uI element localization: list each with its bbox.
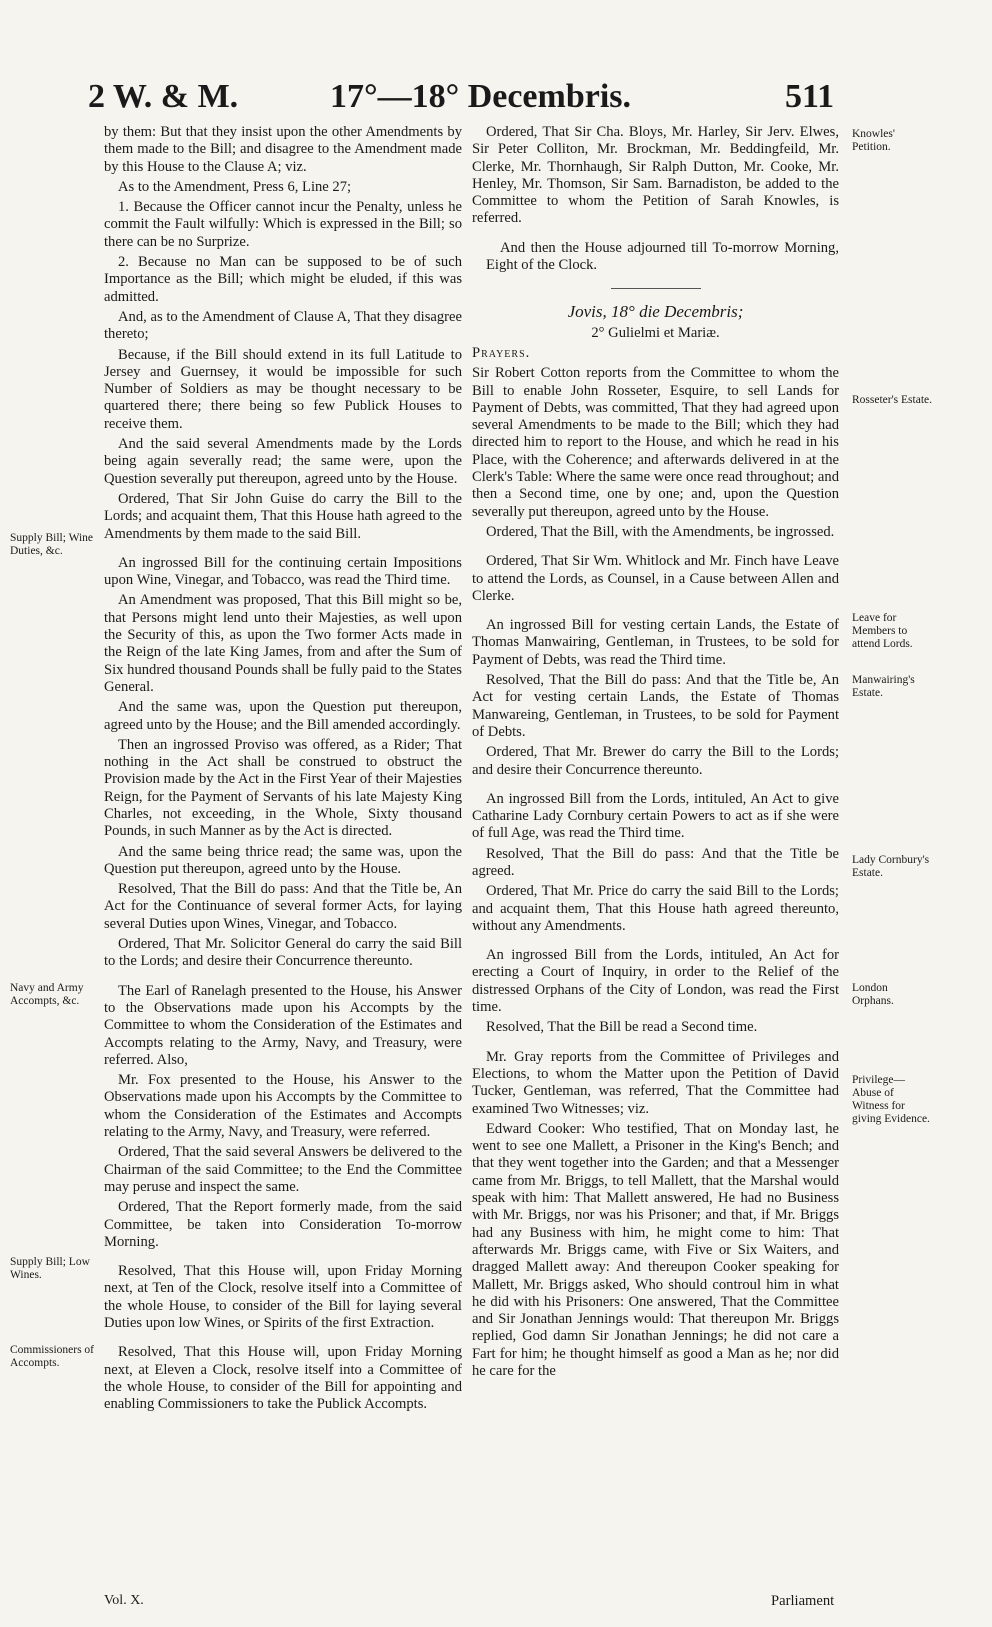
margin-note: Manwairing's Estate. [852, 674, 915, 699]
paragraph: Then an ingrossed Proviso was offered, as a Rider; That nothing in the Act shall be construed to obstruct the Provision made by the Act in the First Year of their Majesties Reign, for the Payment of Servants of his late Majesty King Charles, not exceeding, in the Whole, Sixty thousand Pounds, in such Manner as by the Act is directed. [104, 736, 462, 840]
paragraph: Ordered, That Sir Wm. Whitlock and Mr. Finch have Leave to attend the Lords, as Counsel, in a Cause between Allen and Clerke. [472, 553, 839, 604]
paragraph: And the said several Amendments made by the Lords being again severally read; the same were, upon the Question severally put thereupon, agreed unto by the House. [104, 436, 462, 487]
paragraph: Ordered, That Sir John Guise do carry the Bill to the Lords; and acquaint them, That this House hath agreed to the Amendments by them made to the said Bill. [104, 490, 462, 542]
paragraph: 2. Because no Man can be supposed to be of such Importance as the Bill; which might be eluded, if this was admitted. [104, 254, 462, 305]
paragraph: Resolved, That the Bill do pass: And that the Title be, An Act for the Continuance of several former Acts, for laying several Duties upon Wines, Vinegar, and Tobacco. [104, 881, 462, 932]
margin-note: Knowles' Petition. [852, 128, 895, 153]
paragraph: Resolved, That this House will, upon Friday Morning next, at Ten of the Clock, resolve itself into a Committee of the whole House, to consider of the Bill for laying several Duties upon low Wines, or Spirits of the first Extraction. [104, 1263, 462, 1331]
paragraph: An ingrossed Bill for vesting certain Lands, the Estate of Thomas Manwairing, Gentleman, in Trustees, to be sold for Payment of Debts, was read the Third time. [472, 617, 839, 668]
margin-note: Commissioners of Accompts. [10, 1344, 95, 1369]
margin-note: Supply Bill; Low Wines. [10, 1256, 90, 1281]
paragraph: by them: But that they insist upon the other Amendments by them made to the Bill; and disagree to the Amendment made by this House to the Clause A; viz. [104, 124, 462, 175]
paragraph: Ordered, That Mr. Price do carry the said Bill to the Lords; and acquaint them, That this House hath agreed thereunto, without any Amendments. [472, 883, 839, 934]
paragraph: Resolved, That the Bill do pass: And that the Title be agreed. [472, 845, 839, 879]
paragraph: An ingrossed Bill from the Lords, intituled, An Act to give Catharine Lady Cornbury certain Powers to act as if she were of full Age, was read the Third time. [472, 790, 839, 842]
paragraph: The Earl of Ranelagh presented to the House, his Answer to the Observations made upon his Accompts by the Committee to whom the Consideration of the Estimates and Accompts relating to the Army, Navy, and Treasury, were referred. Also, [104, 982, 462, 1068]
margin-note: Supply Bill; Wine Duties, &c. [10, 532, 94, 557]
paragraph: Sir Robert Cotton reports from the Committee to whom the Bill to enable John Rosseter, Esquire, to sell Lands for Payment of Debts, was committed, That they had agreed upon several Amendments to be made to the Bill; which they had directed him to report to the House, and which he read in his Place, with the Coherence; and afterwards delivered in at the Clerk's Table: Where the same were once read throughout; and then a Second time, one by one; and, upon the Question severally put thereupon, agreed unto by the House. [472, 365, 839, 520]
regnal-subheading: 2° Gulielmi et Mariæ. [591, 324, 720, 341]
regnal-year: 2 W. & M. [88, 78, 239, 115]
paragraph: Ordered, That Mr. Solicitor General do carry the said Bill to the Lords; and desire their Concurrence thereunto. [104, 936, 462, 970]
paragraph: Because, if the Bill should extend in its full Latitude to Jersey and Guernsey, it would be impossible for such Number of Soldiers as may be thought necessary to be quartered there; there being so few Publick Houses to receive them. [104, 346, 462, 432]
paragraph: Resolved, That the Bill do pass: And that the Title be, An Act for vesting certain Lands, the Estate of Thomas Manwareing, Gentleman, in Trustees, to be sold for Payment of Debts. [472, 672, 839, 740]
paragraph: As to the Amendment, Press 6, Line 27; [118, 178, 352, 195]
paragraph: Resolved, That this House will, upon Friday Morning next, at Eleven a Clock, resolve itself into a Committee of the whole House, to consider of the Bill for appointing and enabling Commissioners to take the Publick Accompts. [104, 1344, 462, 1413]
right-column [472, 124, 839, 1383]
left-column [104, 124, 462, 1416]
margin-note: Navy and Army Accompts, &c. [10, 982, 84, 1007]
page-header [0, 78, 992, 126]
paragraph: An ingrossed Bill from the Lords, intituled, An Act for erecting a Court of Inquiry, in order to the Relief of the distressed Orphans of the City of London, was read the First time. [472, 947, 839, 1016]
paragraph: And, as to the Amendment of Clause A, That they disagree thereto; [104, 308, 462, 343]
paragraph: Edward Cooker: Who testified, That on Monday last, he went to see one Mallett, a Prisoner in the King's Bench; and that they went together into the Garden; and that a Messenger came from Mr. Briggs, to tell Mallett, that the Marshal would speak with him: That Mallett answered, He had no Business with Mr. Briggs, nor was his Prisoner; and that, if Mr. Briggs had any Business with him, he might come to him: That afterwards Mr. Briggs came, with Five or Six Waiters, and dragged Mallett away: And thereupon Cooker speaking for Mallett, Mr. Briggs asked, Who should controul him in what he did with his Prisoners: One answered, That the Committee and Sir Jonathan Jennings would: That thereupon Mr. Briggs replied, God damn Sir Jonathan Jennings; he did not care a Fart for him; he thought himself as good a Man as he; nor did he care for the [472, 1120, 839, 1379]
margin-note: Rosseter's Estate. [852, 394, 933, 406]
volume-signature: Vol. X. [104, 1593, 144, 1608]
paragraph: An Amendment was proposed, That this Bill might so be, that Persons might lend unto their Majesties, as well upon the Security of this, as upon the Two former Acts made in the Reign of the late King James, from and after the Sum of Six hundred thousand Pounds shall be fully paid to the States General. [104, 592, 462, 695]
margin-note: Leave for Members to attend Lords. [852, 612, 913, 650]
paragraph: And the same being thrice read; the same was, upon the Question put thereupon, agreed unto by the House. [104, 843, 462, 877]
day-heading: Jovis, 18° die Decembris; [567, 302, 744, 322]
catchword: Parliament [771, 1593, 835, 1609]
margin-note: Lady Cornbury's Estate. [852, 854, 930, 879]
paragraph: Ordered, That Sir Cha. Bloys, Mr. Harley, Sir Jerv. Elwes, Sir Peter Colliton, Mr. Brockman, Mr. Beddingfeild, Mr. Clerke, Mr. Thornhaugh, Sir Ralph Dutton, Mr. Cooke, Mr. Henley, Mr. Thomson, Sir Sam. Barnadiston, be added to the Committee to whom the Petition of Sarah Knowles, is referred. [472, 124, 839, 227]
date-heading: 17°—18° Decembris. [330, 78, 632, 115]
paragraph: Ordered, That the Report formerly made, from the said Committee, be taken into Consideration To-morrow Morning. [104, 1199, 462, 1250]
paragraph: Ordered, That the Bill, with the Amendments, be ingrossed. [486, 523, 835, 540]
divider [611, 288, 701, 289]
paragraph: Ordered, That the said several Answers be delivered to the Chairman of the said Committee; to the End the Committee may peruse and inspect the same. [104, 1144, 462, 1195]
paragraph: Ordered, That Mr. Brewer do carry the Bill to the Lords; and desire their Concurrence thereunto. [472, 744, 839, 778]
paragraph: Mr. Fox presented to the House, his Answer to the Observations made upon his Accompts by the Committee to whom the Consideration of the Estimates and Accompts relating to the Army, Navy, and Treasury, were referred. [104, 1072, 462, 1141]
page-number: 511 [785, 78, 835, 115]
prayers-label: Prayers. [472, 344, 531, 361]
paragraph: Resolved, That the Bill be read a Second time. [486, 1019, 758, 1036]
paragraph: And the same was, upon the Question put thereupon, agreed unto by the House; and the Bill amended accordingly. [104, 699, 462, 733]
paragraph: 1. Because the Officer cannot incur the Penalty, unless he commit the Fault wilfully: Which is expressed in the Bill; so there can be no Surprize. [104, 199, 462, 250]
margin-note: Privilege— Abuse of Witness for giving Evidence. [852, 1074, 930, 1125]
paragraph: An ingrossed Bill for the continuing certain Impositions upon Wine, Vinegar, and Tobacco, was read the Third time. [104, 554, 462, 589]
margin-note: London Orphans. [852, 982, 894, 1007]
adjournment: And then the House adjourned till To-morrow Morning, Eight of the Clock. [486, 239, 839, 274]
paragraph: Mr. Gray reports from the Committee of Privileges and Elections, to whom the Matter upon the Petition of David Tucker, Gentleman, was referred, That the Committee had examined Two Witnesses; viz. [472, 1048, 839, 1117]
